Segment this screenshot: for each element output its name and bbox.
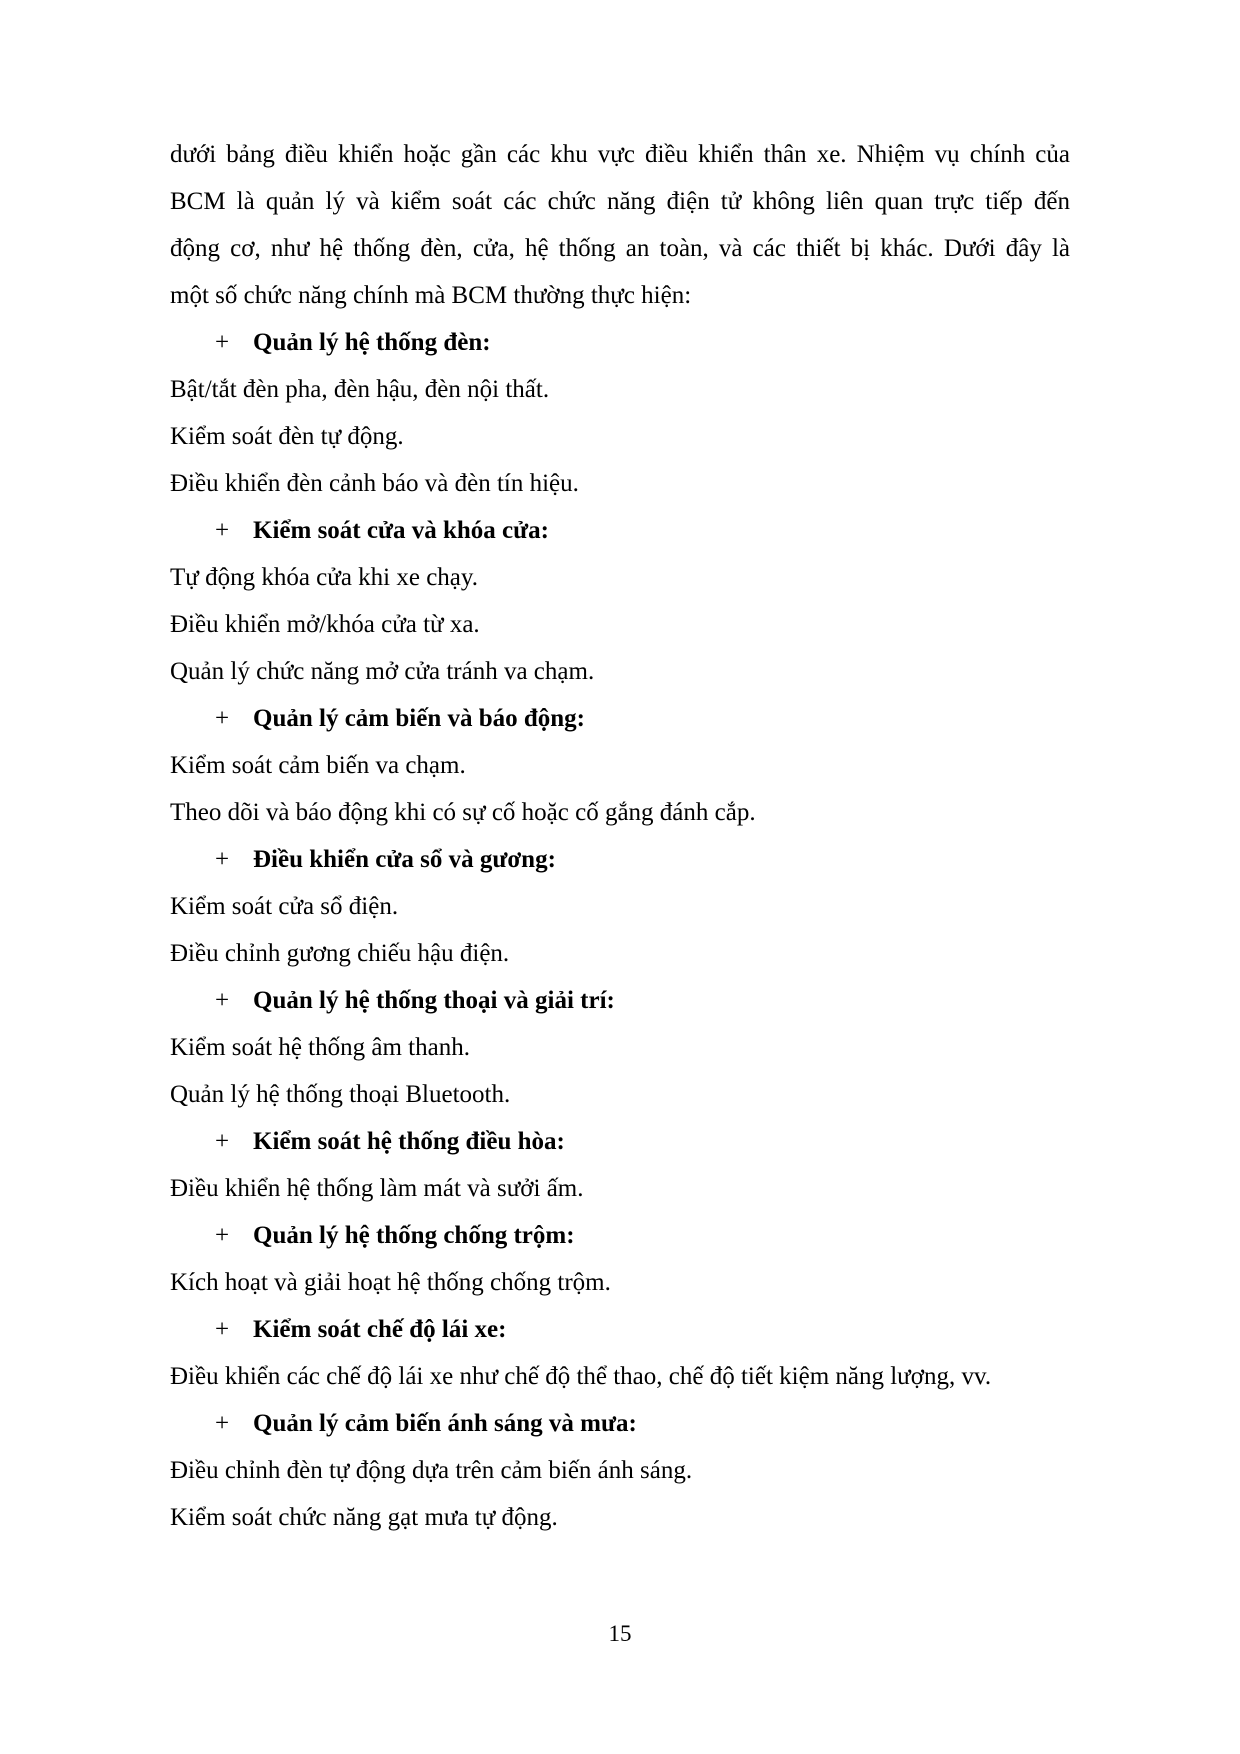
section-heading	[170, 1400, 1070, 1447]
section-heading	[170, 1118, 1070, 1165]
section-item-text: Bật/tắt đèn pha, đèn hậu, đèn nội thất.	[170, 376, 550, 403]
section-item-text: Kiểm soát chức năng gạt mưa tự động.	[170, 1504, 558, 1531]
intro-line: dưới bảng điều khiển hoặc gần các khu vực điều khiển thân xe. Nhiệm vụ chính của	[170, 141, 1070, 168]
sections-list	[170, 319, 1070, 1541]
section-heading	[170, 1306, 1070, 1353]
plus-bullet: +	[215, 329, 230, 356]
section-item-text: Kiểm soát hệ thống âm thanh.	[170, 1034, 470, 1061]
section-heading	[170, 977, 1070, 1024]
section-item-text: Điều khiển mở/khóa cửa từ xa.	[170, 611, 480, 638]
section-item-text: Quản lý hệ thống thoại Bluetooth.	[170, 1081, 511, 1108]
section-item-text: Kiểm soát cửa sổ điện.	[170, 893, 399, 920]
section-item-text: Điều khiển đèn cảnh báo và đèn tín hiệu.	[170, 470, 579, 497]
section-items	[170, 883, 1070, 977]
section-item-text: Kiểm soát đèn tự động.	[170, 423, 404, 450]
section-heading	[170, 319, 1070, 366]
section-heading	[170, 695, 1070, 742]
intro-paragraph	[170, 131, 1070, 319]
section	[170, 1212, 1070, 1306]
plus-bullet: +	[215, 705, 230, 732]
section-heading-text: Kiểm soát chế độ lái xe:	[253, 1316, 507, 1343]
section-heading-text: Kiểm soát hệ thống điều hòa:	[253, 1128, 565, 1155]
document-body	[170, 131, 1070, 1541]
section-items	[170, 554, 1070, 695]
section-item-text: Điều chỉnh đèn tự động dựa trên cảm biến ánh sáng.	[170, 1457, 693, 1484]
section-items	[170, 1447, 1070, 1541]
section-heading	[170, 1212, 1070, 1259]
section-heading-text: Kiểm soát cửa và khóa cửa:	[253, 517, 549, 544]
section	[170, 319, 1070, 507]
section	[170, 695, 1070, 836]
section-item-text: Điều khiển hệ thống làm mát và sưởi ấm.	[170, 1175, 584, 1202]
section	[170, 836, 1070, 977]
section-heading-text: Quản lý cảm biến và báo động:	[253, 705, 586, 732]
section-items	[170, 742, 1070, 836]
section-items	[170, 1259, 1070, 1306]
intro-line: BCM là quản lý và kiểm soát các chức năng điện tử không liên quan trực tiếp đến	[170, 188, 1070, 215]
section-heading	[170, 507, 1070, 554]
section-items	[170, 1353, 1070, 1400]
section-items	[170, 1024, 1070, 1118]
section-item-text: Tự động khóa cửa khi xe chạy.	[170, 564, 479, 591]
plus-bullet: +	[215, 1128, 230, 1155]
page-number: 15	[608, 1621, 632, 1646]
section-heading-text: Quản lý hệ thống thoại và giải trí:	[253, 987, 615, 1014]
section-item-text: Điều khiển các chế độ lái xe như chế độ thể thao, chế độ tiết kiệm năng lượng, vv.	[170, 1363, 992, 1390]
intro-line: một số chức năng chính mà BCM thường thực hiện:	[170, 282, 692, 309]
section-heading-text: Quản lý cảm biến ánh sáng và mưa:	[253, 1410, 637, 1437]
plus-bullet: +	[215, 987, 230, 1014]
section-items	[170, 366, 1070, 507]
section-heading-text: Quản lý hệ thống chống trộm:	[253, 1222, 575, 1249]
section-item-text: Kích hoạt và giải hoạt hệ thống chống trộm.	[170, 1269, 611, 1296]
section-items	[170, 1165, 1070, 1212]
section	[170, 977, 1070, 1118]
plus-bullet: +	[215, 517, 230, 544]
plus-bullet: +	[215, 1410, 230, 1437]
section	[170, 1118, 1070, 1212]
section	[170, 1306, 1070, 1400]
section-heading-text: Quản lý hệ thống đèn:	[253, 329, 491, 356]
section-item-text: Theo dõi và báo động khi có sự cố hoặc cố gắng đánh cắp.	[170, 799, 756, 826]
plus-bullet: +	[215, 1316, 230, 1343]
section-heading	[170, 836, 1070, 883]
section-item-text: Kiểm soát cảm biến va chạm.	[170, 752, 466, 779]
plus-bullet: +	[215, 1222, 230, 1249]
intro-line: động cơ, như hệ thống đèn, cửa, hệ thống an toàn, và các thiết bị khác. Dưới đây là	[170, 235, 1070, 262]
section	[170, 1400, 1070, 1541]
section-item-text: Điều chỉnh gương chiếu hậu điện.	[170, 940, 510, 967]
section-item-text: Quản lý chức năng mở cửa tránh va chạm.	[170, 658, 595, 685]
section	[170, 507, 1070, 695]
plus-bullet: +	[215, 846, 230, 873]
section-heading-text: Điều khiển cửa sổ và gương:	[253, 846, 556, 873]
